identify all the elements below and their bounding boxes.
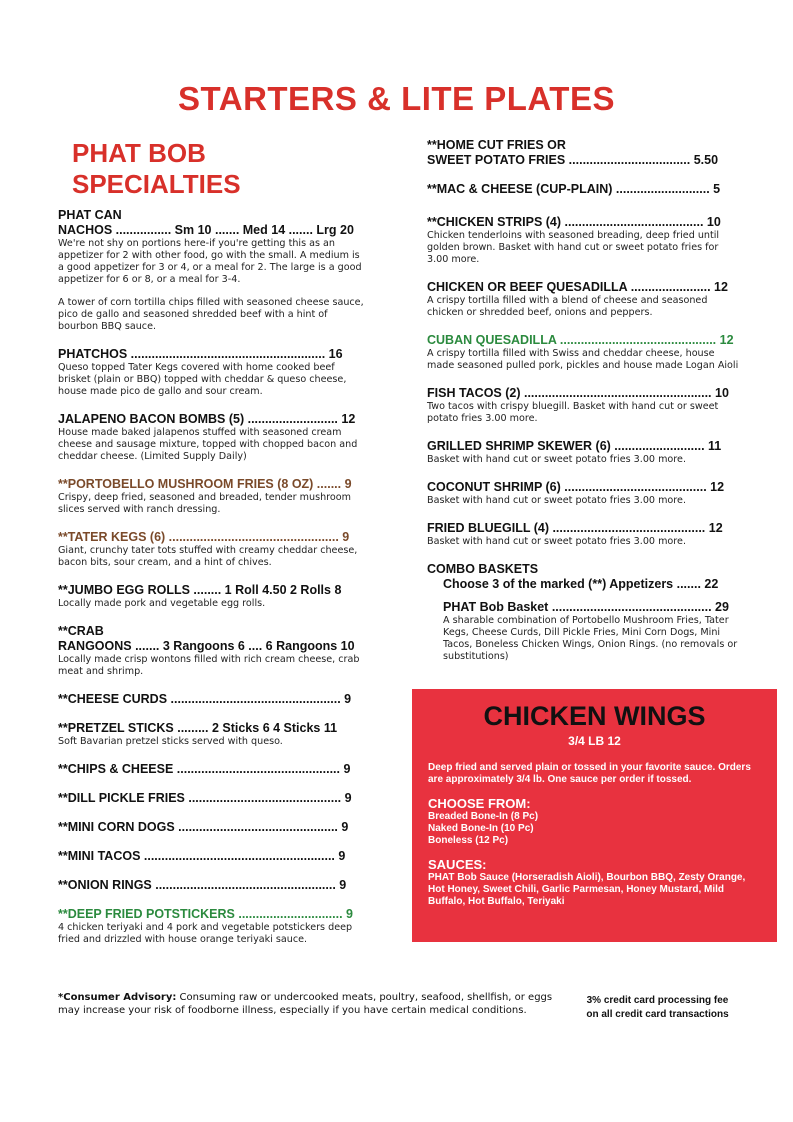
item-description: A crispy tortilla filled with Swiss and cheddar cheese, house made seasoned pulled pork, pickles and house made Logan Aioli: [427, 348, 739, 371]
credit-card-fee-note: [570, 994, 745, 1022]
wings-sauces: PHAT Bob Sauce (Horseradish Aioli), Bourbon BBQ, Zesty Orange, Hot Honey, Sweet Chili, Garlic Parmesan, Honey Mustard, Mild Buffalo, Hot Buffalo, Teriyaki: [428, 872, 746, 907]
advisory-text: Consuming raw or undercooked meats, poultry, seafood, shellfish, or eggs may increase your risk of foodborne illness, especially if you have certain medical conditions.: [58, 992, 553, 1016]
item-name: **HOME CUT FRIES OR: [427, 138, 566, 152]
right-column: [427, 138, 741, 677]
wings-title: CHICKEN WINGS: [483, 701, 706, 731]
item-name: FRIED BLUEGILL (4) ............................................ 12: [427, 521, 723, 535]
menu-item: [58, 878, 368, 893]
combo-title: COMBO BASKETS: [427, 562, 539, 576]
item-description: Basket with hand cut or sweet potato fries 3.00 more.: [427, 495, 686, 506]
item-description: 4 chicken teriyaki and 4 pork and vegetable potstickers deep fried and drizzled with house orange teriyaki sauce.: [58, 922, 353, 945]
item-name: SWEET POTATO FRIES ................................... 5.50: [427, 153, 719, 167]
item-name: **TATER KEGS (6) ................................................. 9: [58, 530, 350, 544]
item-description: Crispy, deep fried, seasoned and breaded, tender mushroom slices served with ranch dressing.: [58, 492, 351, 515]
wings-choose-title: CHOOSE FROM:: [428, 796, 531, 811]
page-title: STARTERS & LITE PLATES: [178, 80, 615, 117]
item-name: CHICKEN OR BEEF QUESADILLA ....................... 12: [427, 280, 728, 294]
menu-item: [58, 477, 368, 516]
item-description: We're not shy on portions here-if you're getting this as an appetizer for 2 with other food, go with the small. A medium is a good appetizer for 3 or 4, or a meal for 2. The large is a good appetizer for 6 or 8, or a meal for 3-4.: [58, 238, 362, 285]
item-name: RANGOONS ....... 3 Rangoons 6 .... 6 Rangoons 10: [58, 639, 355, 653]
item-name: **JUMBO EGG ROLLS ........ 1 Roll 4.50 2 Rolls 8: [58, 583, 342, 597]
menu-item-mac-cheese: [427, 182, 741, 197]
item-name: **MAC & CHEESE (CUP-PLAIN) ........................... 5: [427, 182, 721, 196]
item-name: NACHOS ................ Sm 10 ....... Med 14 ....... Lrg 20: [58, 223, 354, 237]
item-name: GRILLED SHRIMP SKEWER (6) .......................... 11: [427, 439, 722, 453]
item-description: Chicken tenderloins with seasoned breading, deep fried until golden brown. Basket with hand cut or sweet potato fries for 3.00 more.: [427, 230, 720, 265]
menu-item: [58, 692, 368, 707]
menu-item: [427, 333, 741, 372]
section-title-specialties: PHAT BOB SPECIALTIES: [72, 138, 241, 199]
consumer-advisory: [58, 991, 558, 1017]
menu-item: [427, 521, 741, 548]
item-name: **MINI TACOS ....................................................... 9: [58, 849, 346, 863]
item-description: Queso topped Tater Kegs covered with home cooked beef brisket (plain or BBQ) topped with cheddar & queso cheese, house made pico de gallo and sour cream.: [58, 362, 347, 397]
item-description: Locally made pork and vegetable egg rolls.: [58, 598, 266, 609]
menu-item: [427, 480, 741, 507]
item-name: FISH TACOS (2) ...................................................... 10: [427, 386, 729, 400]
menu-item: [58, 849, 368, 864]
item-name: **MINI CORN DOGS .............................................. 9: [58, 820, 349, 834]
wings-choice: Naked Bone-In (10 Pc): [428, 823, 534, 834]
menu-item: [58, 762, 368, 777]
item-name: **CRAB: [58, 624, 104, 638]
item-name: PHATCHOS ........................................................ 16: [58, 347, 343, 361]
item-description: Two tacos with crispy bluegill. Basket with hand cut or sweet potato fries 3.00 more.: [427, 401, 719, 424]
menu-item: [58, 412, 368, 463]
item-description: House made baked jalapenos stuffed with seasoned cream cheese and sausage mixture, topped with chopped bacon and cheddar cheese. (Limited Supply Daily): [58, 427, 358, 462]
item-name: **DILL PICKLE FRIES ............................................ 9: [58, 791, 352, 805]
item-name: **CHIPS & CHEESE ............................................... 9: [58, 762, 351, 776]
menu-item: [427, 215, 741, 266]
item-description: Basket with hand cut or sweet potato fries 3.00 more.: [427, 454, 686, 465]
menu-item: [58, 721, 368, 748]
advisory-label: *Consumer Advisory:: [58, 992, 177, 1003]
item-name: **CHICKEN STRIPS (4) ........................................ 10: [427, 215, 721, 229]
item-description: Locally made crisp wontons filled with rich cream cheese, crab meat and shrimp.: [58, 654, 360, 677]
menu-item-nachos: [58, 208, 368, 333]
menu-item: [58, 791, 368, 806]
combo-choose: Choose 3 of the marked (**) Appetizers ....... 22: [443, 577, 719, 591]
item-description: A crispy tortilla filled with a blend of cheese and seasoned chicken or shredded beef, onions and peppers.: [427, 295, 708, 318]
menu-item: [58, 820, 368, 835]
item-description: Giant, crunchy tater tots stuffed with creamy cheddar cheese, bacon bits, sour cream, and a hint of chives.: [58, 545, 358, 568]
item-name: PHAT CAN: [58, 208, 122, 222]
menu-item-fries: [427, 138, 741, 168]
item-name: **DEEP FRIED POTSTICKERS .............................. 9: [58, 907, 353, 921]
wings-choice: Breaded Bone-In (8 Pc): [428, 811, 539, 822]
menu-item: [58, 530, 368, 569]
item-name: CUBAN QUESADILLA ............................................. 12: [427, 333, 734, 347]
wings-choice: Boneless (12 Pc): [428, 835, 509, 846]
menu-item: [58, 347, 368, 398]
item-name: **PRETZEL STICKS ......... 2 Sticks 6 4 Sticks 11: [58, 721, 338, 735]
phat-bob-basket-name: PHAT Bob Basket .............................................. 29: [443, 600, 729, 614]
menu-item: [58, 583, 368, 610]
fee-line: on all credit card transactions: [586, 1009, 729, 1020]
item-name: COCONUT SHRIMP (6) ......................................... 12: [427, 480, 725, 494]
left-column: [58, 138, 368, 960]
menu-item: [427, 280, 741, 319]
menu-item-potstickers: [58, 907, 368, 946]
item-name: **PORTOBELLO MUSHROOM FRIES (8 OZ) ....... 9: [58, 477, 352, 491]
item-name: **ONION RINGS .................................................... 9: [58, 878, 347, 892]
menu-item: [427, 386, 741, 425]
wings-sauces-title: SAUCES:: [428, 857, 487, 872]
menu-item-crab-rangoons: [58, 624, 368, 678]
chicken-wings-box: [412, 689, 777, 942]
item-description: A tower of corn tortilla chips filled with seasoned cheese sauce, pico de gallo and seasoned shredded beef with a hint of bourbon BBQ sauce.: [58, 297, 364, 332]
item-name: JALAPENO BACON BOMBS (5) .......................... 12: [58, 412, 356, 426]
item-name: **CHEESE CURDS ................................................. 9: [58, 692, 352, 706]
wings-price: 3/4 LB 12: [568, 734, 621, 748]
wings-intro: Deep fried and served plain or tossed in your favorite sauce. Orders are approximately 3/4 lb. One sauce per order if tossed.: [428, 762, 751, 785]
menu-item: [427, 439, 741, 466]
item-description: Basket with hand cut or sweet potato fries 3.00 more.: [427, 536, 686, 547]
phat-bob-basket-description: A sharable combination of Portobello Mushroom Fries, Tater Kegs, Cheese Curds, Dill Pickle Fries, Mini Corn Dogs, Mini Tacos, Boneless Chicken Wings, Onion Rings. (no removals or substitutions): [443, 615, 738, 662]
combo-baskets: [427, 562, 741, 663]
fee-line: 3% credit card processing fee: [586, 995, 729, 1006]
item-description: Soft Bavarian pretzel sticks served with queso.: [58, 736, 283, 747]
